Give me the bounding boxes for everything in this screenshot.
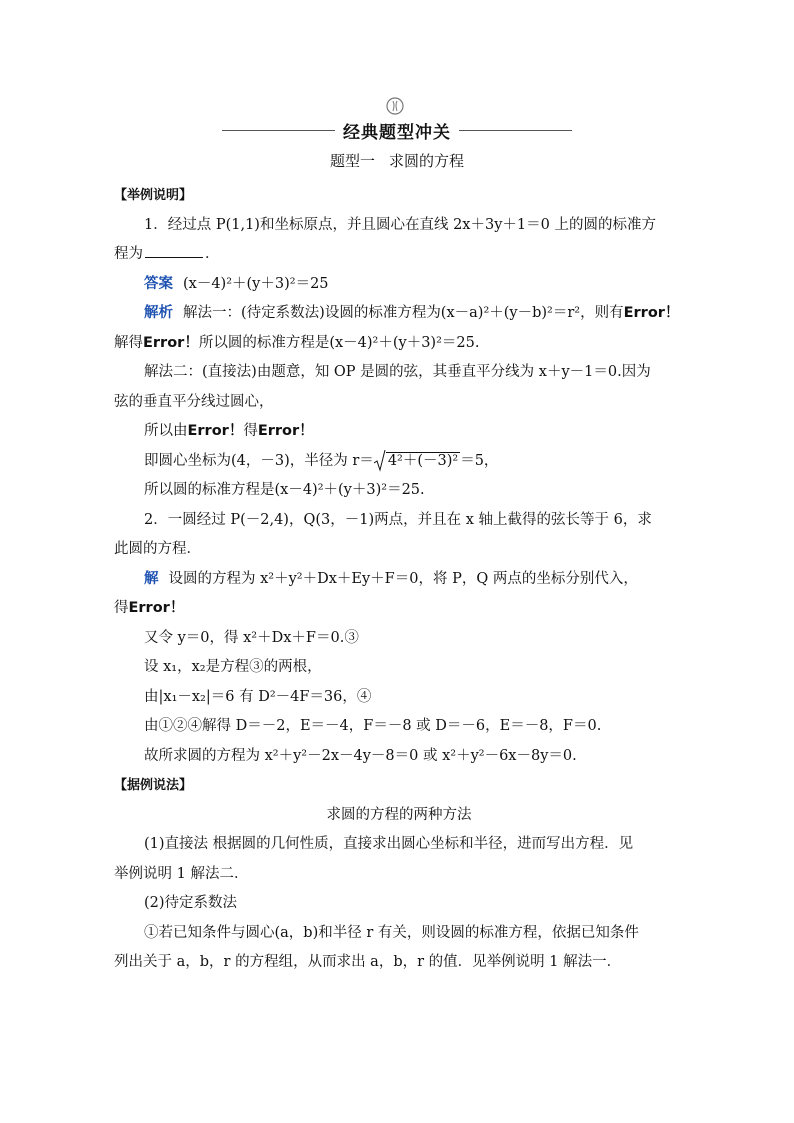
error-placeholder: Error！ bbox=[143, 334, 199, 351]
q1-answer bbox=[114, 270, 684, 300]
answer-label: 答案 bbox=[144, 275, 173, 292]
q2-line-1: 2．一圆经过 P(－2,4)，Q(3，－1)两点，并且在 x 轴上截得的弦长等于 6，求 bbox=[144, 511, 652, 528]
section-title: 经典题型冲关 bbox=[343, 122, 451, 143]
section-emblem-icon bbox=[386, 96, 404, 116]
method-2-title: (2)待定系数法 bbox=[144, 895, 238, 911]
q2-solution-line-2: 得Error！ bbox=[114, 600, 185, 616]
q2-solution-line-7: 故所求圆的方程为 x²＋y²－2x－4y－8＝0 或 x²＋y²－6x－8y＝0. bbox=[144, 747, 577, 764]
q1-method2-line-3: 所以由Error！得Error！ bbox=[144, 423, 314, 439]
radical-sign-icon bbox=[374, 450, 386, 472]
q1-line-1: 1．经过点 P(1,1)和坐标原点，并且圆心在直线 2x＋3y＋1＝0 上的圆的标准方 bbox=[144, 216, 656, 233]
title-rule-left bbox=[222, 130, 335, 131]
q1-method2-line-4: 即圆心坐标为(4，－3)，半径为 r＝ 4²＋(－3)² ＝5， bbox=[114, 447, 684, 477]
q1-method2-line-1: 解法二：(直接法)由题意，知 OP 是圆的弦，其垂直平分线为 x＋y－1＝0.因为 bbox=[144, 364, 651, 380]
q1-method2-line-5: 所以圆的标准方程是(x－4)²＋(y＋3)²＝25. bbox=[144, 482, 425, 498]
topic-label: 题型一 bbox=[329, 152, 375, 170]
q1-line-2: 程为 ． bbox=[114, 240, 684, 270]
method-2-line-1: ①若已知条件与圆心(a，b)和半径 r 有关，则设圆的标准方程，依据已知条件 bbox=[144, 924, 639, 941]
q1-analysis-line-1: 解析 解法一：(待定系数法)设圆的标准方程为(x－a)²＋(y－b)²＝r²，则有Error！ bbox=[144, 305, 680, 321]
q2-solution-line-4: 设 x₁，x₂是方程③的两根， bbox=[144, 659, 322, 675]
methods-title: 求圆的方程的两种方法 bbox=[326, 806, 472, 823]
error-placeholder: Error！ bbox=[623, 305, 680, 321]
method-2-line-2: 列出关于 a，b，r 的方程组，从而求出 a，b，r 的值．见举例说明 1 解法一． bbox=[114, 954, 622, 970]
answer-blank bbox=[145, 241, 203, 258]
q2-line-2: 此圆的方程． bbox=[114, 541, 201, 557]
topic-heading bbox=[0, 150, 794, 171]
method-1-line-2: 举例说明 1 解法二． bbox=[114, 865, 249, 882]
method-1-line-1: (1)直接法 根据圆的几何性质，直接求出圆心坐标和半径，进而写出方程．见 bbox=[144, 836, 634, 852]
q2-solution-line-6: 由①②④解得 D＝－2，E＝－4，F＝－8 或 D＝－6，E＝－8，F＝0. bbox=[144, 718, 602, 734]
examples-heading: 【举例说明】 bbox=[114, 188, 193, 203]
title-rule-right bbox=[459, 130, 572, 131]
sqrt-expression: 4²＋(－3)² bbox=[374, 447, 460, 477]
error-placeholder: Error！ bbox=[187, 423, 244, 439]
main-content bbox=[114, 181, 684, 978]
section-title-row bbox=[222, 116, 572, 144]
solution-label: 解 bbox=[144, 570, 159, 587]
analysis-label: 解析 bbox=[144, 305, 173, 321]
answer-text: (x－4)²＋(y＋3)²＝25 bbox=[183, 275, 329, 292]
q1-method2-line-2: 弦的垂直平分线过圆心， bbox=[114, 393, 274, 410]
q1-analysis-line-2: 解得Error！所以圆的标准方程是(x－4)²＋(y＋3)²＝25. bbox=[114, 334, 480, 351]
q2-solution-line-1: 解 设圆的方程为 x²＋y²＋Dx＋Ey＋F＝0，将 P，Q 两点的坐标分别代入， bbox=[144, 570, 638, 587]
methods-heading: 【据例说法】 bbox=[114, 778, 193, 793]
q2-solution-line-3: 又令 y＝0，得 x²＋Dx＋F＝0.③ bbox=[144, 629, 359, 646]
error-placeholder: Error！ bbox=[128, 600, 185, 616]
error-placeholder: Error！ bbox=[257, 423, 314, 439]
topic-title: 求圆的方程 bbox=[389, 152, 465, 170]
q2-solution-line-5: 由|x₁－x₂|＝6 有 D²－4F＝36，④ bbox=[144, 688, 372, 705]
